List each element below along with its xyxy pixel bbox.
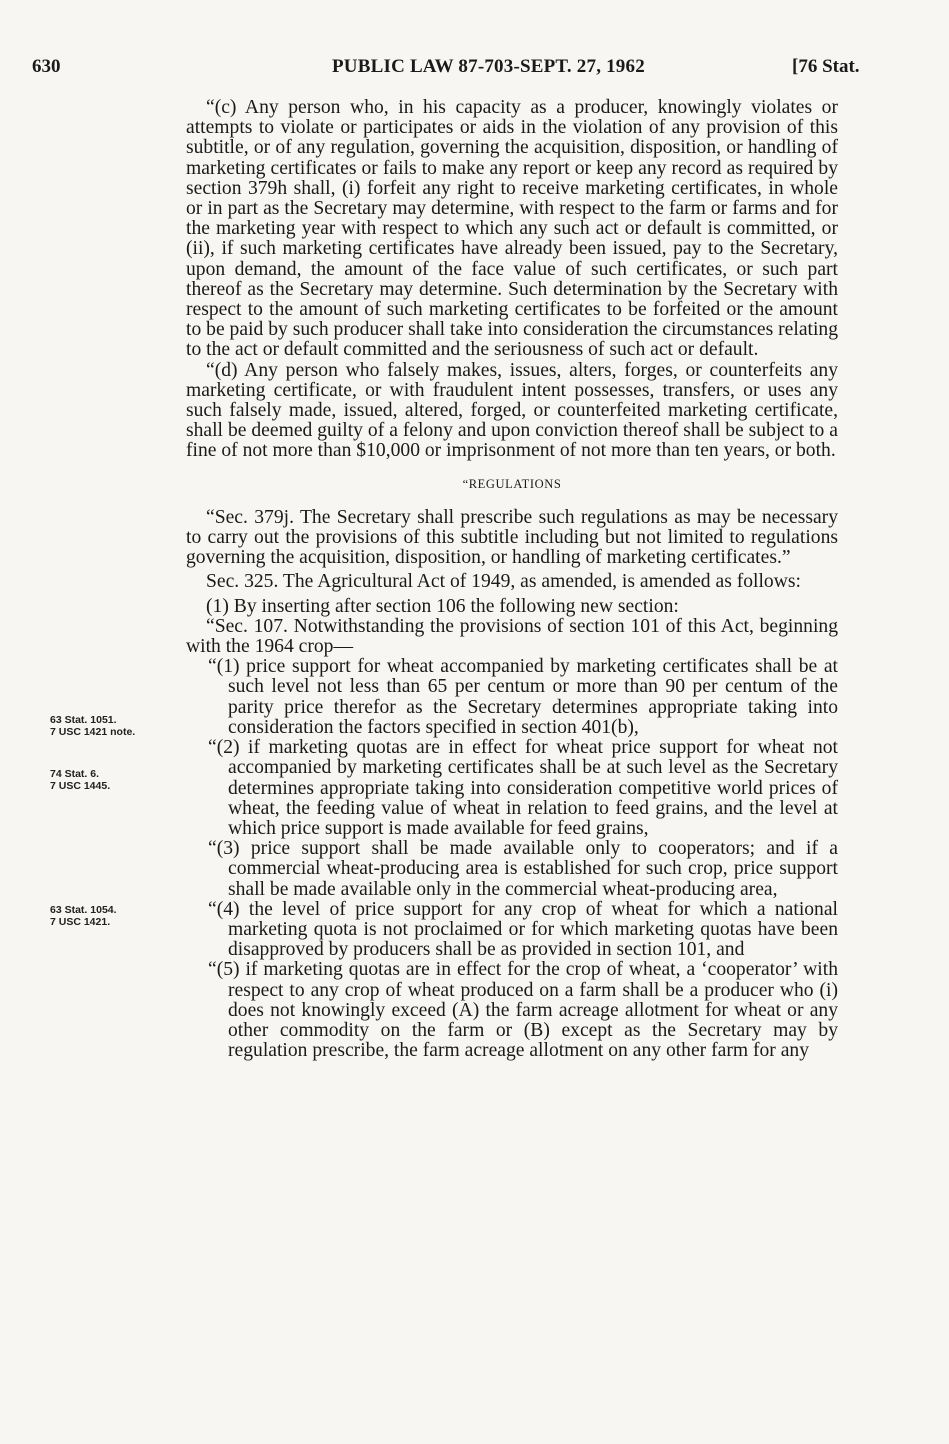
margin-note-stat: 74 Stat. 6. <box>50 768 100 780</box>
page-number: 630 <box>32 56 61 77</box>
paragraph-sec-325: Sec. 325. The Agricultural Act of 1949, as amended, is amended as follows: <box>206 571 801 593</box>
paragraph-sec-107: “Sec. 107. Notwithstanding the provisions of section 101 of this Act, beginning with the 1964 crop— <box>186 615 838 658</box>
running-title: PUBLIC LAW 87-703-SEPT. 27, 1962 <box>332 56 645 77</box>
page-header <box>32 56 932 84</box>
paragraph-subitem-3: “(3) price support shall be made available only to cooperators; and if a commercial wheat-producing area is established for such crop, price support shall be made available only in the commercial wheat-producing area, <box>208 838 838 900</box>
paragraph-c: “(c) Any person who, in his capacity as a producer, knowingly violates or attempts to violate or participates or aids in the violation of any provision of this subtitle, or of any regulation, governing the acquisition, disposition, or handling of marketing certificates or fails to make any report or keep any record as required by section 379h shall, (i) forfeit any right to receive marketing certificates, in whole or in part as the Secretary may determine, with respect to the farm or farms and for the marketing year with respect to which any such act or default is committed, or (ii), if such marketing certificates have already been issued, pay to the Secretary, upon demand, the amount of the face value of such certificates, or such part thereof as the Secretary may determine. Such determination by the Secretary with respect to the amount of such marketing certificates to be forfeited or the amount to be paid by such producer shall take into consideration the circumstances relating to the act or default committed and the seriousness of such act or default. <box>186 97 838 361</box>
margin-note-stat: 63 Stat. 1054. <box>50 904 117 916</box>
margin-note-usc: 7 USC 1421 note. <box>50 726 136 738</box>
margin-note <box>50 904 117 928</box>
paragraph-subitem-5: “(5) if marketing quotas are in effect for the crop of wheat, a ‘cooperator’ with respect to any crop of wheat produced on a farm shall be a producer who (i) does not knowingly exceed (A) the farm acreage allotment for wheat or any other commodity on the farm or (B) except as the Secretary may by regulation prescribe, the farm acreage allotment on any other farm for any <box>208 959 838 1062</box>
section-heading: “REGULATIONS <box>462 476 562 491</box>
paragraph-subitem-4: “(4) the level of price support for any crop of wheat for which a national marketing quota is not proclaimed or for which marketing quotas have been disapproved by producers shall be as provided in section 101, and <box>208 898 838 961</box>
document-body <box>186 98 838 1061</box>
margin-note-usc: 7 USC 1421. <box>50 916 111 928</box>
margin-note <box>50 768 110 792</box>
paragraph-sec-379j: “Sec. 379j. The Secretary shall prescribe such regulations as may be necessary to carry out the provisions of this subtitle including but not limited to regulations governing the acquisition, disposition, or handling of marketing certificates.” <box>186 506 838 569</box>
paragraph-subitem-2: “(2) if marketing quotas are in effect for wheat price support for wheat not accompanied by marketing certificates shall be at such level as the Secretary determines appropriate taking into consideration competitive world prices of wheat, the feeding value of wheat in relation to feed grains, and the level at which price support is made available for feed grains, <box>208 737 838 839</box>
paragraph-subitem-1: “(1) price support for wheat accompanied by marketing certificates shall be at such level not less than 65 per centum or more than 90 per centum of the parity price therefor as the Secretary determines appropriate taking into consideration the factors specified in section 401(b), <box>208 656 838 738</box>
margin-note <box>50 714 135 738</box>
margin-note-usc: 7 USC 1445. <box>50 780 111 792</box>
margin-note-stat: 63 Stat. 1051. <box>50 714 117 726</box>
statute-volume: [76 Stat. <box>792 56 860 77</box>
paragraph-item-1-insert: (1) By inserting after section 106 the following new section: <box>206 595 679 617</box>
paragraph-d: “(d) Any person who falsely makes, issues, alters, forges, or counterfeits any marketing certificate, or with fraudulent intent possesses, transfers, or uses any such falsely made, issued, altered, forged, or counterfeited marketing certificate, shall be deemed guilty of a felony and upon conviction thereof shall be subject to a fine of not more than $10,000 or imprisonment of not more than ten years, or both. <box>186 359 838 462</box>
